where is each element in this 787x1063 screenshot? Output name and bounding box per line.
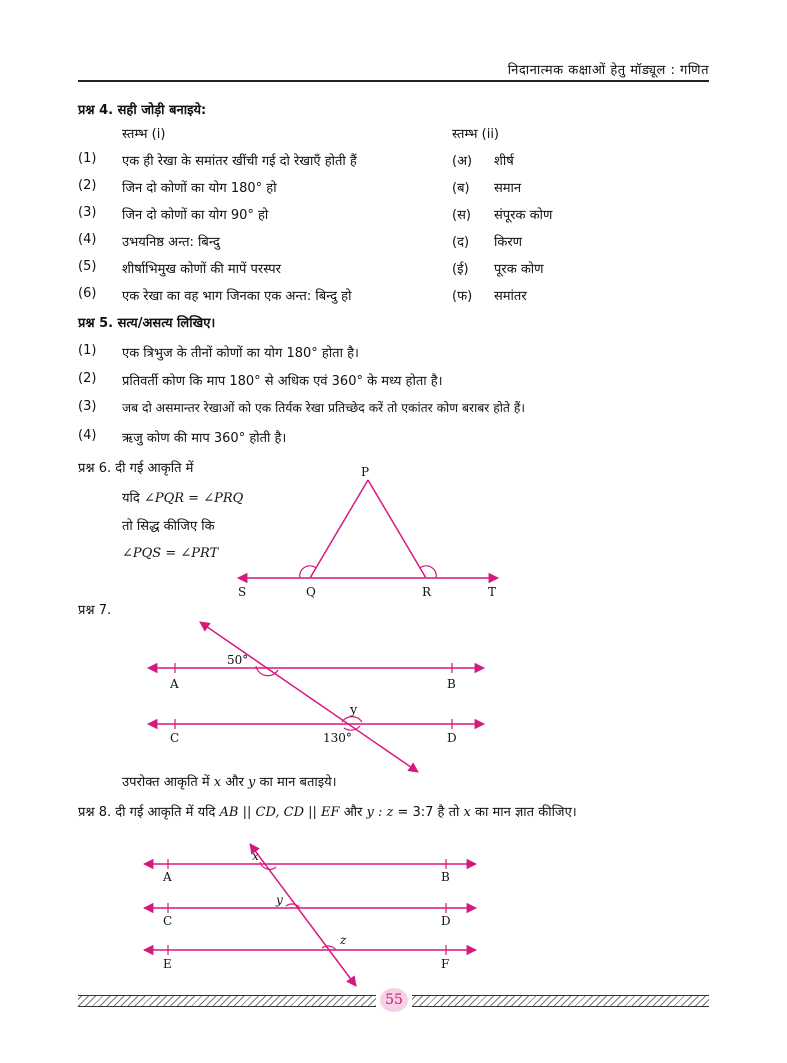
q7-label-d: D (447, 731, 457, 745)
q4-col2-head: स्तम्भ (ii) (452, 127, 500, 142)
q6-line1 (122, 488, 243, 506)
q4-col1-head: स्तम्भ (i) (122, 127, 166, 142)
q4-row-left: उभयनिष्ठ अन्त: बिन्दु (122, 235, 220, 250)
q4-row-num: (5) (78, 259, 97, 274)
q5-row-num: (2) (78, 371, 97, 386)
q7-label-c: C (170, 731, 180, 745)
q5-row-num: (1) (78, 343, 97, 358)
q5-row-num: (3) (78, 399, 97, 414)
q4-row-key: (फ) (452, 289, 473, 304)
q6-label-r: R (422, 585, 432, 599)
header-rule (78, 80, 709, 82)
q4-row-key: (ब) (452, 181, 470, 196)
q7-title: प्रश्न 7. (78, 603, 112, 618)
q4-row-num: (2) (78, 178, 97, 193)
q8-transversal (250, 844, 356, 986)
q8-label-a: A (163, 870, 172, 884)
page-header-title: निदानात्मक कक्षाओं हेतु मॉड्यूल : गणित (507, 63, 709, 78)
q6-label-t: T (488, 585, 497, 599)
q4-row-right: पूरक कोण (494, 262, 544, 277)
q4-row-left: जिन दो कोणों का योग 90° हो (122, 208, 269, 223)
q5-title: प्रश्न 5. सत्य/असत्य लिखिए। (78, 316, 216, 331)
q8-ratio: y : z (366, 805, 394, 820)
q8-label-f: F (441, 957, 450, 971)
q4-row-left: जिन दो कोणों का योग 180° हो (122, 181, 277, 196)
q7-question-text2: का मान बताइये। (259, 775, 337, 790)
q8-title-prefix: प्रश्न 8. दी गई आकृति में यदि (78, 805, 216, 820)
q8-label-b: B (441, 870, 450, 884)
q7-angle-130-label: 130° (323, 731, 352, 745)
q6-label-p: P (361, 465, 370, 479)
q7-question-text1: उपरोक्त आकृति में (122, 775, 210, 790)
q4-row-right: संपूरक कोण (494, 208, 553, 223)
q7-angle-50-label: 50° (227, 653, 249, 667)
q6-triangle-figure (230, 462, 510, 604)
q4-row-key: (अ) (452, 154, 473, 169)
q8-title (78, 802, 577, 820)
q8-figure (136, 840, 486, 990)
q6-line1-prefix: यदि (122, 491, 140, 506)
q4-row-left: एक रेखा का वह भाग जिनका एक अन्त: बिन्दु हो (122, 289, 352, 304)
q5-row-text: जब दो असमान्तर रेखाओं को एक तिर्यक रेखा प्रतिच्छेद करें तो एकांतर कोण बराबर होते हैं। (122, 401, 526, 415)
q4-title: प्रश्न 4. सही जोड़ी बनाइये: (78, 103, 207, 118)
page-number: 55 (380, 988, 408, 1012)
q5-row-text: एक त्रिभुज के तीनों कोणों का योग 180° होता है। (122, 346, 359, 361)
q4-row-num: (4) (78, 232, 97, 247)
q4-row-left: एक ही रेखा के समांतर खींची गई दो रेखाएँ होती हैं (122, 154, 357, 169)
q6-label-q: Q (306, 585, 316, 599)
q4-row-num: (6) (78, 286, 97, 301)
footer-border-right (412, 995, 709, 1007)
q8-condition: AB || CD, CD || EF (219, 805, 340, 820)
q8-var-y-label: y (276, 893, 283, 907)
q4-row-key: (स) (452, 208, 471, 223)
q8-var-z-label: z (340, 933, 347, 947)
q8-title-suffix: का मान ज्ञात कीजिए। (475, 805, 577, 820)
q8-ratio-value: = 3:7 है तो (397, 805, 460, 820)
q7-label-a: A (170, 677, 179, 691)
q8-label-e: E (163, 957, 172, 971)
q4-row-num: (3) (78, 205, 97, 220)
q7-var-y-text: y (248, 775, 256, 790)
q6-label-s: S (238, 585, 247, 599)
q4-row-right: समान (494, 181, 522, 196)
q4-row-right: किरण (494, 235, 523, 250)
q7-figure (140, 614, 500, 776)
q4-row-right: शीर्ष (494, 154, 514, 169)
q7-question (122, 772, 337, 790)
q6-line2: तो सिद्ध कीजिए कि (122, 519, 215, 534)
q8-label-d: D (441, 914, 451, 928)
q8-and: और (343, 805, 363, 820)
q6-title: प्रश्न 6. दी गई आकृति में (78, 461, 194, 476)
q7-label-b: B (447, 677, 456, 691)
q7-var-y: y (350, 703, 358, 718)
q6-line1-math: ∠PQR = ∠PRQ (143, 491, 244, 506)
q6-side-pr (368, 480, 426, 578)
q4-row-num: (1) (78, 151, 97, 166)
q8-var-x-label: x (252, 849, 259, 863)
footer-border-left (78, 995, 376, 1007)
q6-side-pq (310, 480, 368, 578)
q4-row-key: (द) (452, 235, 470, 250)
q5-row-text: प्रतिवर्ती कोण कि माप 180° से अधिक एवं 360° के मध्य होता है। (122, 374, 443, 389)
q4-row-key: (ई) (452, 262, 469, 277)
q7-and: और (225, 775, 244, 790)
q8-var-x: x (463, 805, 471, 820)
q8-label-c: C (163, 914, 173, 928)
q5-row-text: ऋजु कोण की माप 360° होती है। (122, 431, 287, 446)
q4-row-left: शीर्षाभिमुख कोणों की मापें परस्पर (122, 262, 281, 277)
q4-row-right: समांतर (494, 289, 527, 304)
q7-var-x: x (213, 775, 222, 790)
q6-line3-math: ∠PQS = ∠PRT (122, 546, 219, 561)
q5-row-num: (4) (78, 428, 97, 443)
q7-transversal (200, 622, 418, 772)
